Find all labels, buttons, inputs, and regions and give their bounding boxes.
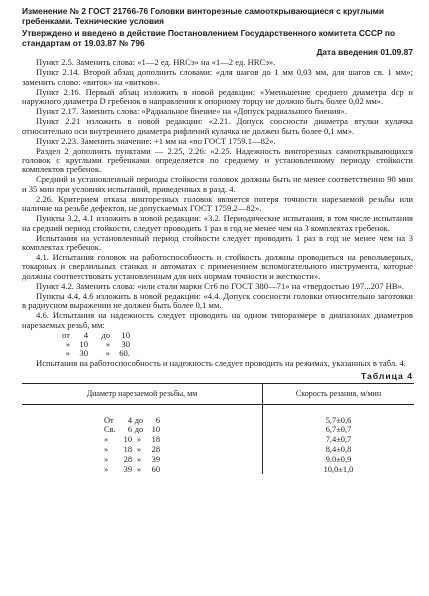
paragraph: Пункты 3.2, 4.1 изложить в новой редакции: «3.2. Периодические испытания, в том числе испытания на средний период стойкости, следует проводить 1 раз в год не менее чем на 3 комплектах гребенок. (22, 213, 413, 233)
table-row: » 18 » 28 8,4±0,8 (22, 445, 414, 455)
amendment-title: Изменение № 2 ГОСТ 21766-76 Головки винторезные самооткрывающиеся с круглыми гребенками. Технические условия (22, 6, 385, 26)
paragraph: Пункт 2.17. Заменить слова: «Радиальное биение» на «Допуск радиального биения». (36, 106, 347, 117)
list-item: » 30 » 60. (65, 348, 130, 359)
paragraph: 4.1. Испытания головок на работоспособность и стойкость должны проводиться на револьверных, токарных и сверлильных станках и автоматах с применением вспомогательного инструмента, которые должны соответствовать установленным для них нормам точности и жесткости». (22, 252, 413, 281)
table-caption: Таблица 4 (361, 370, 413, 381)
table-row: » 39 » 60 10,0±1,0 (22, 464, 414, 474)
paragraph: Пункт 4.2. Заменить слова: «или стали марки Ст6 по ГОСТ 380—71» на «твердостью 197...207 HB». (36, 280, 405, 291)
paragraph: Пункт 2.5. Заменить слова: «1—2 ед. HRCэ» на «1—2 ед. HRCэ». (36, 57, 276, 68)
list-item: » 10 » 30 (65, 338, 130, 349)
diameter-range-list (22, 331, 413, 359)
paragraph: Испытания на установленный период стойкости следует проводить 1 раз в год не менее чем на 3 комплектах гребенок. (22, 232, 413, 253)
paragraph: Испытания на работоспособность и надежность следует проводить на режимах, указанных в табл. 4. (36, 358, 406, 369)
cutting-speed-table (22, 383, 414, 474)
speed-value: 5,7±0,6 (325, 415, 352, 425)
speed-value: 10,0±1,0 (323, 464, 354, 474)
amendment-body (22, 58, 413, 368)
paragraph: Пункт 2.16. Первый абзац изложить в новой редакции: «Уменьшение среднего диаметра dср и наружного диаметра D гребенок в направлении к опорному торцу не должно быть более 0,02 мм». (22, 86, 413, 107)
speed-value: 7,4±0,7 (325, 435, 352, 445)
paragraph: 4.6. Испытания на надежность следует проводить на одном типоразмере в диапазонах диаметров нарезаемых резьб, мм: (22, 310, 413, 330)
paragraph: Пункт 2.21 изложить в новой редакции: «2.21. Допуск соосности диаметра втулки кулачка относительно оси внутреннего диаметра рифлений кулачка не должен быть более 0,1 мм». (22, 116, 413, 136)
speed-value: 9,0±0,9 (325, 454, 352, 464)
column-header-speed: Скорость резания, м/мин (263, 383, 415, 404)
list-item: от 4 до 10 (62, 329, 130, 340)
paragraph: Пункт 2.23. Заменить значение: +1 мм на «по ГОСТ 1759.1—82». (36, 135, 276, 146)
effective-date: Дата введения 01.09.87 (316, 47, 413, 58)
document-header (22, 7, 413, 48)
paragraph: Средний и установленный периоды стойкости головок должны быть не менее соответственно 90 мин и 35 мин при условиях испытаний, приведенных в разд. 4. (22, 174, 413, 194)
table-row: От 4 до 6 5,7±0,6 (22, 405, 414, 425)
paragraph: Раздел 2 дополнить пунктами — 2.25, 2.26: «2.25. Надежность винторезных самооткрывающихся головок с круглыми гребенками определяется по среднему и установленному периоду стойкости комплектов гребенок. (22, 145, 413, 175)
approval-statement: Утверждено и введено в действие Постановлением Государственного комитета СССР по стандартам от 19.03.87 № 796 (22, 28, 396, 48)
paragraph: 2.26. Критерием отказа винторезных головок является потеря точности нарезаемой резьбы или наличие на резьбе дефектов, не допускаемых ГОСТ 1759.2—82». (22, 193, 413, 214)
speed-value: 6,7±0,7 (325, 425, 352, 435)
table-row: Св. 6 до 10 6,7±0,7 (22, 425, 414, 435)
paragraph: Пункт 2.14. Второй абзац дополнить словами: «для шагов до 1 мм 0,03 мм, для шагов св. 1 мм»; заменить слово: «виток» на «витков». (22, 67, 413, 87)
speed-value: 8,4±0,8 (325, 444, 352, 454)
table-row: » 10 » 18 7,4±0,7 (22, 435, 414, 445)
column-header-diameter: Диаметр нарезаемой резьбы, мм (22, 383, 263, 404)
table-row: » 28 » 39 9,0±0,9 (22, 455, 414, 465)
paragraph: Пункты 4.4, 4.6 изложить в новой редакции: «4.4. Допуск соосности головки относительно заготовки в радиусном выражении не должен быть более 0,1 мм. (22, 290, 413, 311)
